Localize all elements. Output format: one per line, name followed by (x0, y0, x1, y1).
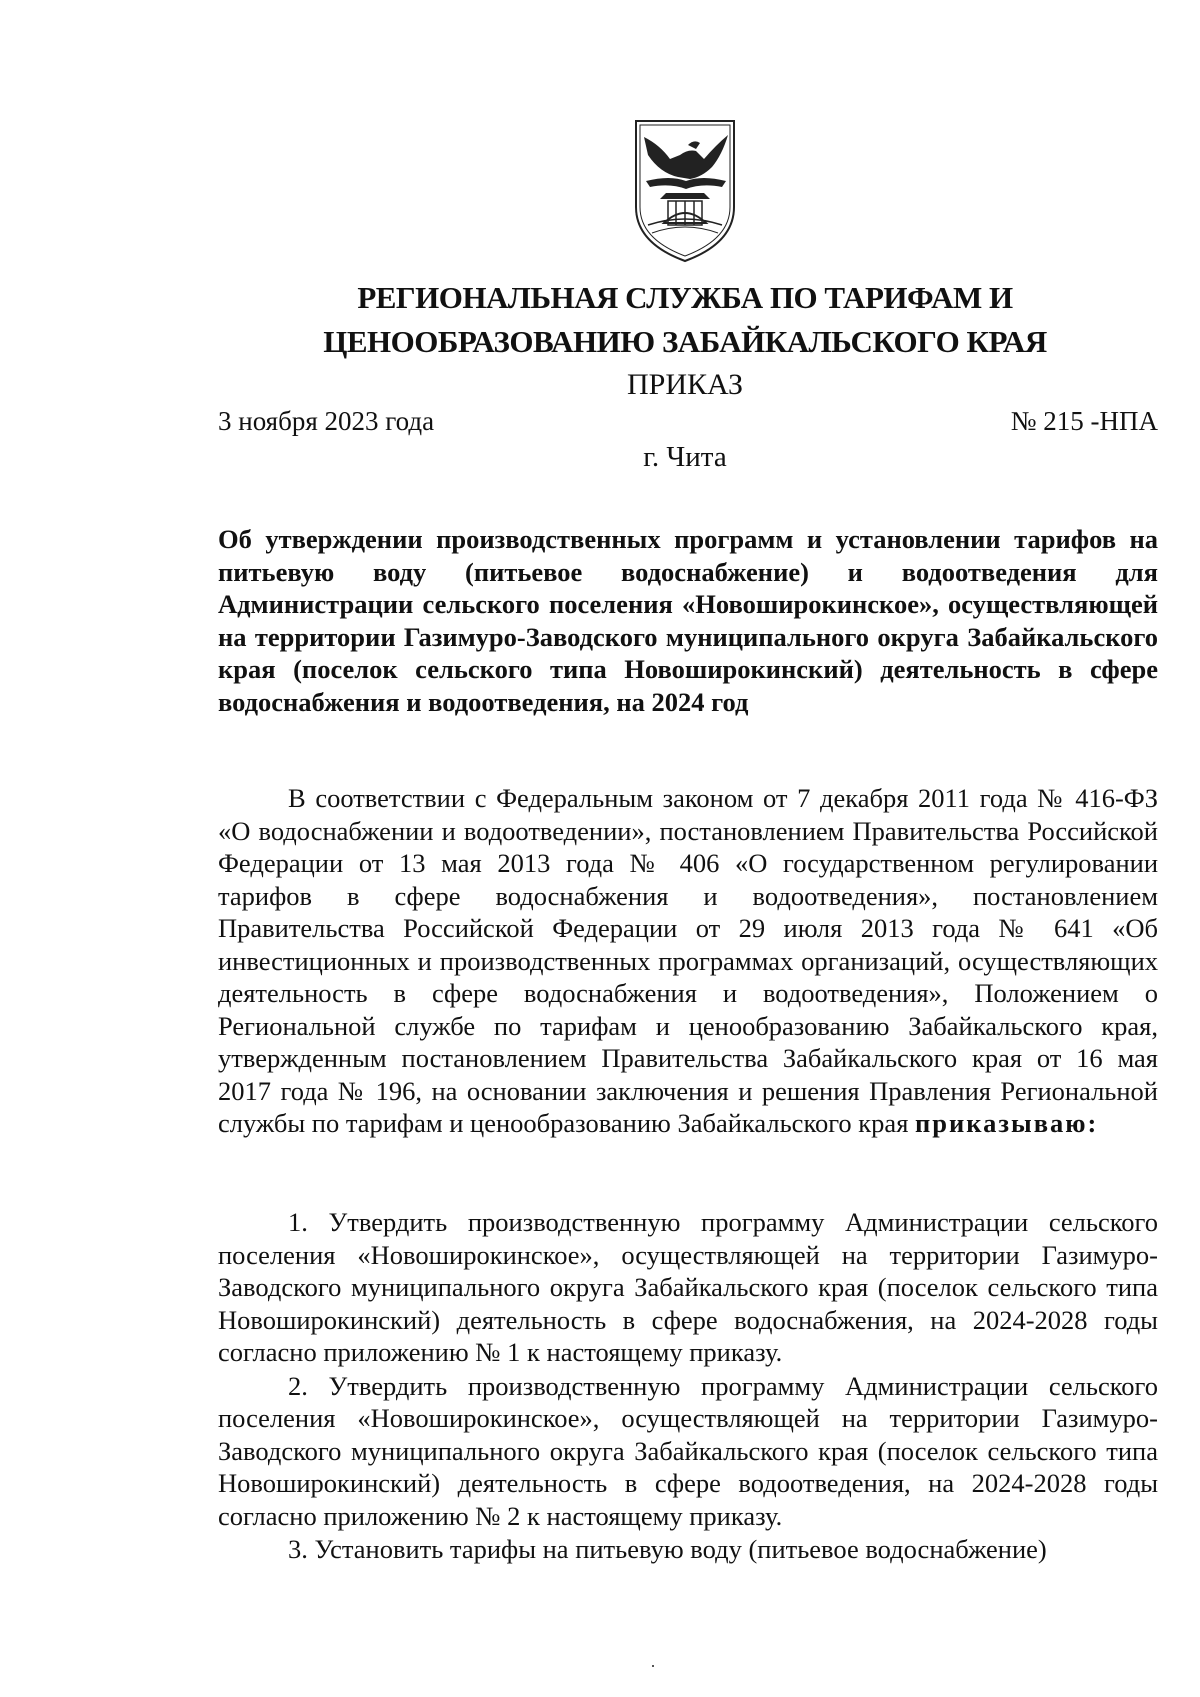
order-word: приказываю: (915, 1108, 1099, 1138)
preamble-text: В соответствии с Федеральным законом от 7 декабря 2011 года № 416-ФЗ «О водоснабжении и водоотведении», постановлением Правительства Российской Федерации от 13 мая 2013 года № 406 «О государственном регулировании тарифов в сфере водоснабжения и водоотведения», постановлением Правительства Российской Федерации от 29 июля 2013 года № 641 «Об инвестиционных и производственных программах организаций, осуществляющих деятельность в сфере водоснабжения и водоотведения», Положением о Региональной службе по тарифам и ценообразованию Забайкальского края, утвержденным постановлением Правительства Забайкальского края от 16 мая 2017 года № 196, на основании заключения и решения Правления Региональной службы по тарифам и ценообразованию Забайкальского края (218, 783, 1158, 1138)
organization-title (0, 276, 1200, 364)
document-kind: ПРИКАЗ (627, 368, 743, 401)
document-number: № 215 -НПА (1010, 406, 1158, 436)
order-items (218, 1206, 1158, 1566)
preamble-paragraph (218, 782, 1158, 1140)
document-date: 3 ноября 2023 года (218, 406, 435, 436)
document-subject: Об утверждении производственных программ и установлении тарифов на питьевую воду (питьевое водоснабжение) и водоотведения для Администрации сельского поселения «Новоширокинское», осуществляющей на территории Газимуро-Заводского муниципального округа Забайкальского края (поселок сельского типа Новоширокинский) деятельность в сфере водоснабжения и водоотведения, на 2024 год (218, 524, 1158, 717)
organization-title-line-2: ЦЕНООБРАЗОВАНИЮ ЗАБАЙКАЛЬСКОГО КРАЯ (323, 324, 1047, 359)
document-city: г. Чита (643, 441, 727, 473)
scan-speck (652, 1665, 654, 1667)
order-item-1: 1. Утвердить производственную программу Администрации сельского поселения «Новоширокинское», осуществляющей на территории Газимуро-Заводского муниципального округа Забайкальского края (поселок сельского типа Новоширокинский) деятельность в сфере водоснабжения, на 2024-2028 годы согласно приложению № 1 к настоящему приказу. (218, 1207, 1158, 1367)
order-item-2: 2. Утвердить производственную программу Администрации сельского поселения «Новоширокинское», осуществляющей на территории Газимуро-Заводского муниципального округа Забайкальского края (поселок сельского типа Новоширокинский) деятельность в сфере водоотведения, на 2024-2028 годы согласно приложению № 2 к настоящему приказу. (218, 1370, 1158, 1531)
order-item-3: 3. Установить тарифы на питьевую воду (питьевое водоснабжение) (288, 1534, 1047, 1564)
organization-title-line-1: РЕГИОНАЛЬНАЯ СЛУЖБА ПО ТАРИФАМ И (357, 280, 1013, 315)
coat-of-arms-icon (630, 115, 740, 265)
preamble (218, 782, 1158, 1140)
